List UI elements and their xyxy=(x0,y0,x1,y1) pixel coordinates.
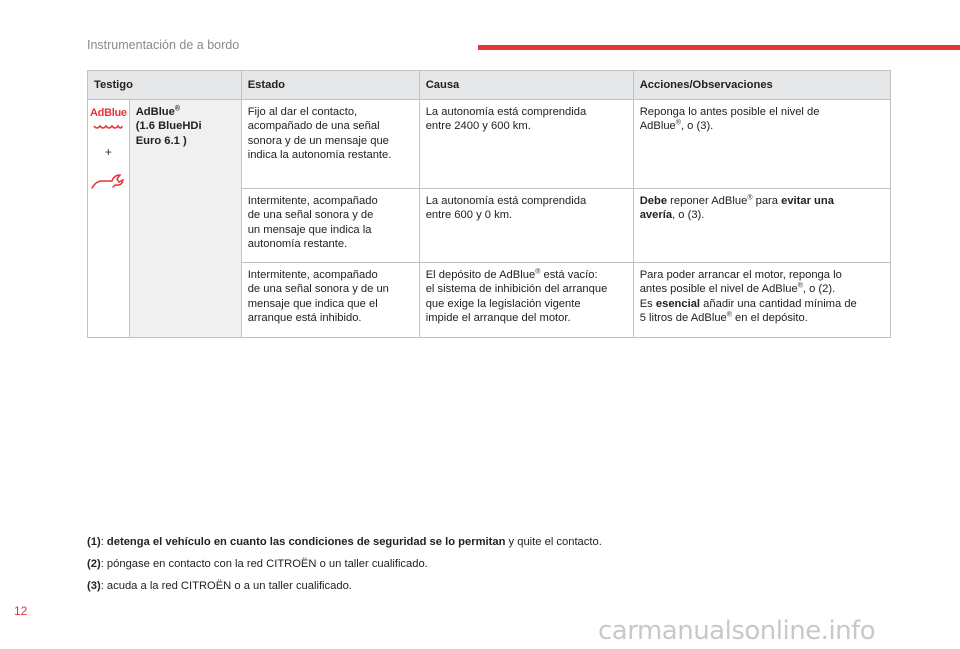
warning-table xyxy=(87,70,891,338)
col-testigo: Testigo xyxy=(88,71,242,100)
page-header-title: Instrumentación de a bordo xyxy=(87,38,240,52)
adblue-wave xyxy=(93,124,123,130)
footnote-3: (3): acuda a la red CITROËN o a un taller cualificado. xyxy=(87,580,352,592)
footnotes xyxy=(87,535,602,601)
page-number: 12 xyxy=(14,604,28,618)
causa-cell: La autonomía está comprendida entre 600 y 0 km. xyxy=(419,188,633,262)
warning-name: AdBlue xyxy=(135,105,175,118)
estado-cell: Intermitente, acompañado de una señal sonora y de un mensaje que indica que el arranque está inhibido. xyxy=(241,262,419,337)
footnote-2: (2): póngase en contacto con la red CITROËN o un taller cualificado. xyxy=(87,558,428,570)
acciones-cell: Reponga lo antes posible el nivel de AdBlue®, o (3). xyxy=(633,99,890,188)
wrench-icon xyxy=(90,169,126,191)
col-estado: Estado xyxy=(241,71,419,100)
col-acciones: Acciones/Observaciones xyxy=(633,71,890,100)
estado-cell: Intermitente, acompañado de una señal sonora y de un mensaje que indica la autonomía restante. xyxy=(241,188,419,262)
causa-cell: La autonomía está comprendida entre 2400 y 600 km. xyxy=(419,99,633,188)
acciones-cell: Para poder arrancar el motor, reponga lo antes posible el nivel de AdBlue®, o (2). Es esencial añadir una cantidad mínima de 5 litros de AdBlue® en el depósito. xyxy=(633,262,890,337)
footnote-1: (1): detenga el vehículo en cuanto las condiciones de seguridad se lo permitan y quite el contacto. xyxy=(87,536,602,548)
warning-model: (1.6 BlueHDi xyxy=(135,120,202,132)
warning-icons-cell xyxy=(88,99,130,337)
estado-cell: Fijo al dar el contacto, acompañado de una señal sonora y de un mensaje que indica la autonomía restante. xyxy=(241,99,419,188)
causa-cell: El depósito de AdBlue® está vacío: el sistema de inhibición del arranque que exige la legislación vigente impide el arranque del motor. xyxy=(419,262,633,337)
header-accent-bar xyxy=(478,45,960,50)
plus-sign: + xyxy=(104,144,112,159)
table-header-row xyxy=(88,71,891,100)
warning-model-2: Euro 6.1 ) xyxy=(135,134,187,147)
col-causa: Causa xyxy=(419,71,633,100)
table-row xyxy=(88,99,891,188)
warning-name-cell: AdBlue® (1.6 BlueHDi Euro 6.1 ) xyxy=(129,99,241,337)
watermark: carmanualsonline.info xyxy=(598,616,876,646)
acciones-cell: Debe reponer AdBlue® para evitar una avería, o (3). xyxy=(633,188,890,262)
adblue-icon: AdBlue xyxy=(90,106,127,135)
